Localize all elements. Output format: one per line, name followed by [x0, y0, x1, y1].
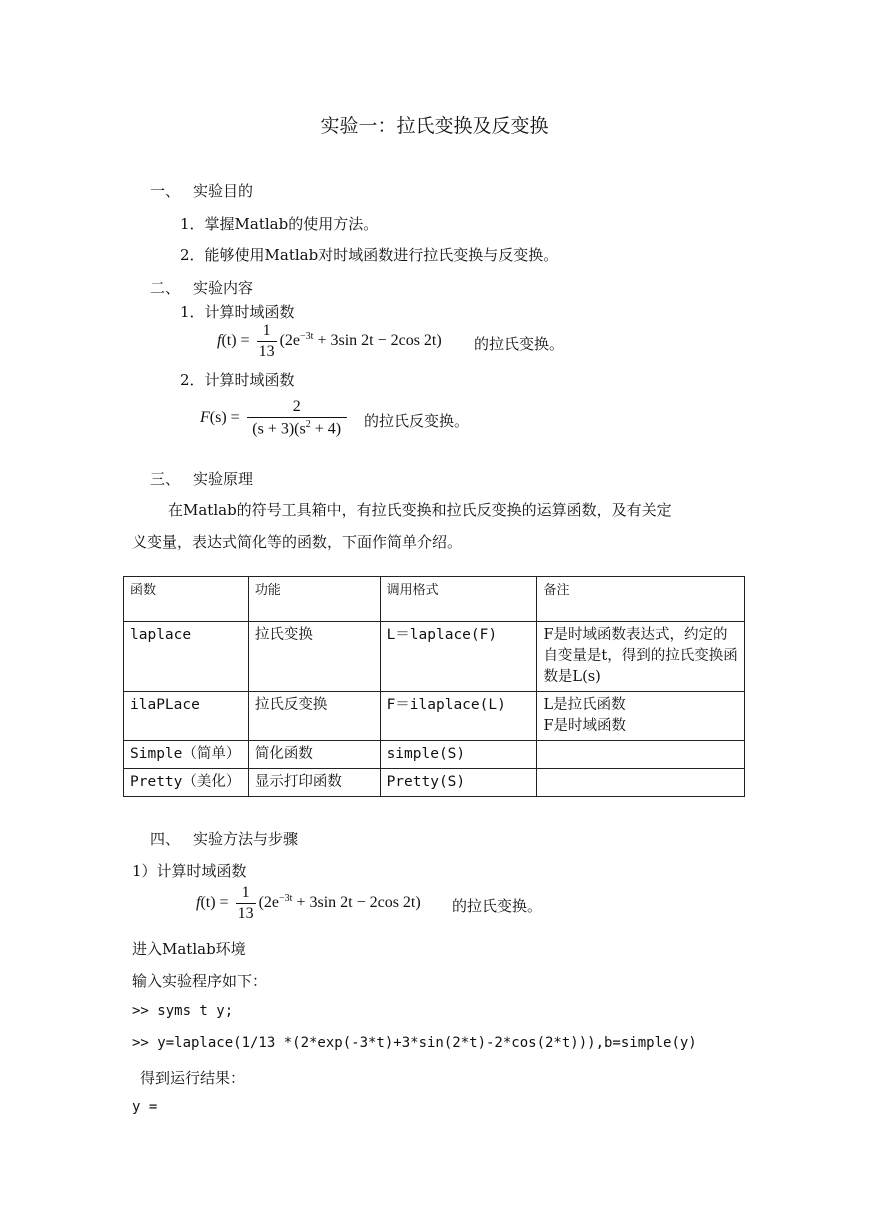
- section-3-paragraph-line-1: 在Matlab的符号工具箱中，有拉氏变换和拉氏反变换的运算函数，及有关定: [168, 501, 672, 519]
- table-cell: Pretty(S): [380, 769, 537, 797]
- table-cell: 拉氏反变换: [248, 692, 380, 741]
- page-title: 实验一：拉氏变换及反变换: [320, 115, 549, 137]
- formula-F-laplace: [200, 398, 350, 438]
- result-y: y =: [132, 1099, 158, 1115]
- section-4-number: 四、: [150, 830, 181, 848]
- section-2-item-2: 2．计算时域函数: [180, 371, 295, 389]
- table-cell: 拉氏变换: [248, 622, 380, 692]
- formula-3-suffix: 的拉氏变换。: [452, 897, 543, 915]
- enter-matlab-text: 进入Matlab环境: [132, 940, 246, 958]
- table-cell: L＝laplace(F): [380, 622, 537, 692]
- code-line-1: >> syms t y;: [132, 1003, 234, 1019]
- table-header-cell: 调用格式: [380, 577, 537, 622]
- table-cell: F是时域函数表达式，约定的自变量是t，得到的拉氏变换函数是L(s): [537, 622, 745, 692]
- table-row: [124, 622, 745, 692]
- fraction-2-over-s: $\frac{2}{(s + 3)(s^2 + 4)}$: [247, 398, 347, 438]
- formula-f-time-step: f(t) = $\frac{1}{13}$ ($2e^{-3t} + 3\sin$ 2t − 2cos 2t): [196, 884, 421, 922]
- fraction-1-13: $\frac{1}{13}$: [258, 322, 275, 360]
- table-cell: 显示打印函数: [248, 769, 380, 797]
- table-header-cell: 功能: [248, 577, 380, 622]
- table-cell: [537, 741, 745, 769]
- section-1-item-2: 2．能够使用Matlab对时域函数进行拉氏变换与反变换。: [180, 246, 559, 264]
- section-4-heading: 实验方法与步骤: [193, 830, 299, 848]
- formula-f-time: f(t) = $\frac{1}{13}$ ($2e^{-3t} + 3\sin$ 2t − 2cos 2t): [217, 322, 442, 360]
- table-row: [124, 769, 745, 797]
- table-row: [124, 692, 745, 741]
- formula-s-arg: (s) =: [209, 408, 240, 426]
- input-program-text: 输入实验程序如下：: [132, 972, 268, 990]
- table-cell: L是拉氏函数 F是时域函数: [537, 692, 745, 741]
- table-cell: laplace: [124, 622, 249, 692]
- function-table: [123, 576, 745, 797]
- table-header-cell: 备注: [537, 577, 745, 622]
- table-row: [124, 741, 745, 769]
- section-1-heading: 实验目的: [193, 182, 254, 200]
- section-2-heading: 实验内容: [193, 279, 254, 297]
- table-cell: [537, 769, 745, 797]
- section-2-item-1: 1．计算时域函数: [180, 303, 295, 321]
- formula-2-suffix: 的拉氏反变换。: [364, 412, 470, 430]
- section-3-heading: 实验原理: [193, 470, 254, 488]
- table-cell: simple(S): [380, 741, 537, 769]
- table-cell: ilaPLace: [124, 692, 249, 741]
- table-header-row: [124, 577, 745, 622]
- table-header-cell: 函数: [124, 577, 249, 622]
- step-1-label: 1）计算时域函数: [132, 862, 247, 880]
- result-label: 得到运行结果：: [140, 1069, 246, 1087]
- code-line-2: >> y=laplace(1/13 *(2*exp(-3*t)+3*sin(2*t)-2*cos(2*t))),b=simple(y): [132, 1035, 697, 1051]
- section-1-item-1: 1．掌握Matlab的使用方法。: [180, 215, 379, 233]
- section-3-paragraph-line-2: 义变量，表达式简化等的函数，下面作简单介绍。: [132, 533, 463, 551]
- table-cell: Pretty（美化）: [124, 769, 249, 797]
- fraction-1-13-step: $\frac{1}{13}$: [237, 884, 254, 922]
- table-cell: F＝ilaplace(L): [380, 692, 537, 741]
- section-1-number: 一、: [150, 182, 181, 200]
- section-3-number: 三、: [150, 470, 181, 488]
- table-cell: 简化函数: [248, 741, 380, 769]
- table-cell: Simple（简单）: [124, 741, 249, 769]
- formula-f-lhs: f: [217, 332, 222, 350]
- formula-1-suffix: 的拉氏变换。: [474, 335, 565, 353]
- formula-F-lhs: F: [200, 408, 210, 426]
- formula-t-arg: (t) =: [221, 332, 250, 350]
- section-2-number: 二、: [150, 279, 181, 297]
